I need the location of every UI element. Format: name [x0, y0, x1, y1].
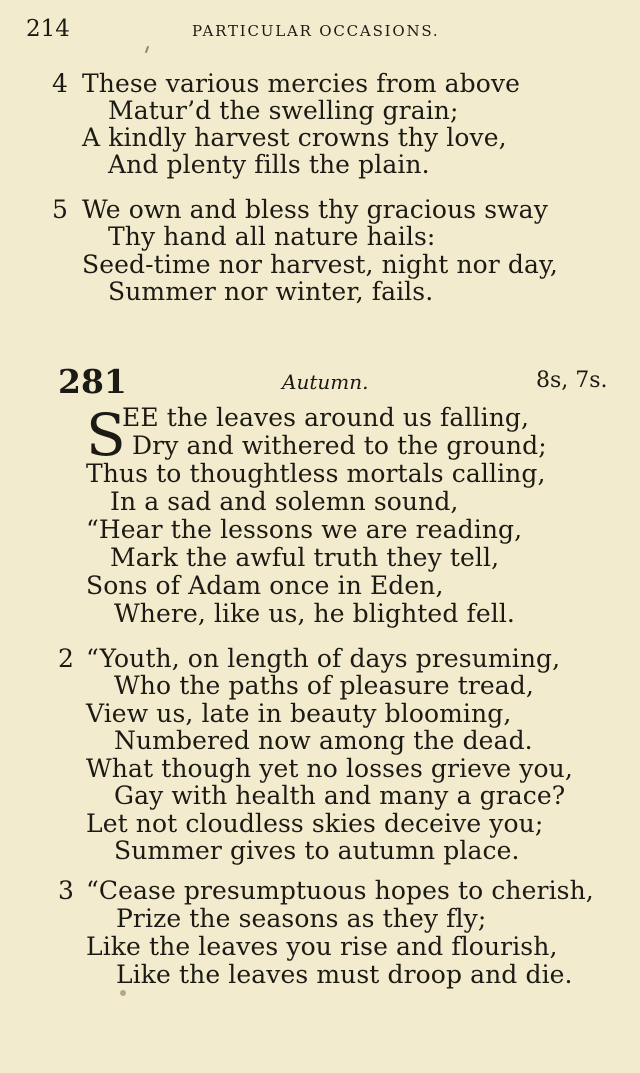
verse-line: “Youth, on length of days presuming,: [86, 644, 561, 673]
verse-number: 2: [58, 644, 74, 673]
hymn-title: Autumn.: [282, 370, 369, 394]
drop-cap: S: [86, 401, 126, 469]
verse-line: Summer nor winter, fails.: [108, 277, 434, 306]
verse-line: Let not cloudless skies deceive you;: [86, 809, 544, 838]
verse-number: 4: [52, 69, 68, 98]
verse-line: Sons of Adam once in Eden,: [86, 571, 444, 600]
verse-line: Who the paths of pleasure tread,: [114, 671, 534, 700]
verse-line: In a sad and solemn sound,: [110, 487, 459, 516]
running-head: PARTICULAR OCCASIONS.: [192, 22, 440, 40]
verse-line: Mark the awful truth they tell,: [110, 543, 500, 572]
verse-line: EE the leaves around us falling,: [122, 403, 530, 432]
verse-line: Gay with health and many a grace?: [114, 781, 566, 810]
verse-line: “Hear the lessons we are reading,: [86, 515, 523, 544]
paper-speck: [120, 990, 126, 996]
verse-line: Where, like us, he blighted fell.: [114, 599, 515, 628]
verse-line: Seed-time nor harvest, night nor day,: [82, 250, 558, 279]
verse-line: Numbered now among the dead.: [114, 726, 533, 755]
verse-line: Like the leaves you rise and flourish,: [86, 932, 558, 961]
verse-line: And plenty fills the plain.: [108, 150, 430, 179]
hymn-meter: 8s, 7s.: [536, 368, 608, 393]
verse-line: These various mercies from above: [82, 69, 521, 98]
verse-number: 5: [52, 195, 68, 224]
verse-line: Dry and withered to the ground;: [132, 431, 547, 460]
verse-line: Prize the seasons as they fly;: [116, 904, 487, 933]
verse-line: Matur’d the swelling grain;: [108, 96, 459, 125]
verse-line: Summer gives to autumn place.: [114, 836, 520, 865]
page-number: 214: [26, 16, 70, 42]
paper-speck: [145, 46, 149, 53]
verse-line: We own and bless thy gracious sway: [82, 195, 548, 224]
verse-line: What though yet no losses grieve you,: [86, 754, 573, 783]
verse-line: “Cease presumptuous hopes to cherish,: [86, 876, 594, 905]
verse-line: A kindly harvest crowns thy love,: [82, 123, 507, 152]
verse-line: Like the leaves must droop and die.: [116, 960, 573, 989]
verse-number: 3: [58, 876, 74, 905]
hymn-number: 281: [58, 362, 127, 401]
verse-line: Thy hand all nature hails:: [108, 222, 436, 251]
verse-line: View us, late in beauty blooming,: [86, 699, 512, 728]
verse-line: Thus to thoughtless mortals calling,: [86, 459, 546, 488]
